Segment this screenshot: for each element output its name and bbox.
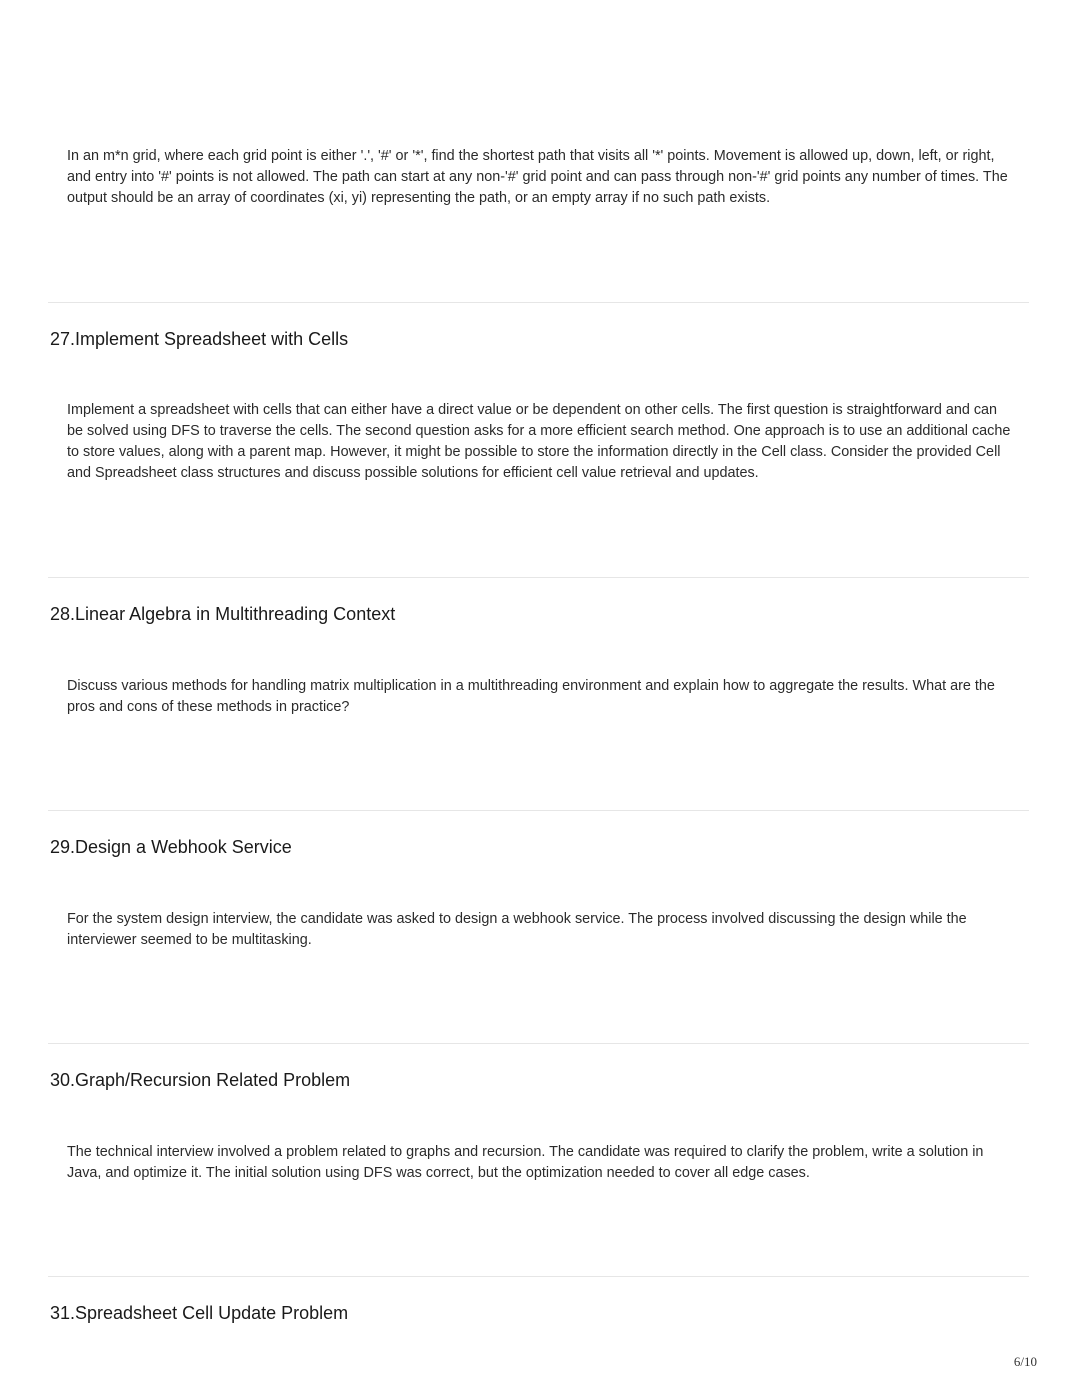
question-30-description: The technical interview involved a problem related to graphs and recursion. The candidate was required to clarify the problem, write a solution in Java, and optimize it. The initial solution using DFS was correct, but the optimization needed to cover all edge cases. xyxy=(67,1144,984,1182)
question-29-title: 29.Design a Webhook Service xyxy=(50,837,292,857)
question-29-description: For the system design interview, the candidate was asked to design a webhook service. The process involved discussing the design while the interviewer seemed to be multitasking. xyxy=(67,911,967,949)
page-number: 6/10 xyxy=(1013,1354,1037,1369)
question-28-description: Discuss various methods for handling matrix multiplication in a multithreading environment and explain how to aggregate the results. What are the pros and cons of these methods in practice? xyxy=(67,678,995,716)
section-divider xyxy=(48,1043,1029,1044)
question-30-title: 30.Graph/Recursion Related Problem xyxy=(50,1070,351,1090)
question-27-title: 27.Implement Spreadsheet with Cells xyxy=(50,329,349,349)
question-31-title: 31.Spreadsheet Cell Update Problem xyxy=(50,1303,349,1323)
section-divider xyxy=(48,577,1029,578)
question-28-title: 28.Linear Algebra in Multithreading Context xyxy=(50,604,396,624)
section-divider xyxy=(48,810,1029,811)
question-26-description: In an m*n grid, where each grid point is either '.', '#' or '*', find the shortest path that visits all '*' points. Movement is allowed up, down, left, or right, and entry into '#' points is not allowed. The path can start at any non-'#' grid point and can pass through non-'#' grid points any number of times. The output should be an array of coordinates (xi, yi) representing the path, or an empty array if no such path exists. xyxy=(67,148,1008,207)
section-divider xyxy=(48,302,1029,303)
section-divider xyxy=(48,1276,1029,1277)
question-27-description: Implement a spreadsheet with cells that can either have a direct value or be dependent on other cells. The first question is straightforward and can be solved using DFS to traverse the cells. The second question asks for a more efficient search method. One approach is to use an additional cache to store values, along with a parent map. However, it might be possible to store the information directly in the Cell class. Consider the provided Cell and Spreadsheet class structures and discuss possible solutions for efficient cell value retrieval and updates. xyxy=(67,402,1011,482)
